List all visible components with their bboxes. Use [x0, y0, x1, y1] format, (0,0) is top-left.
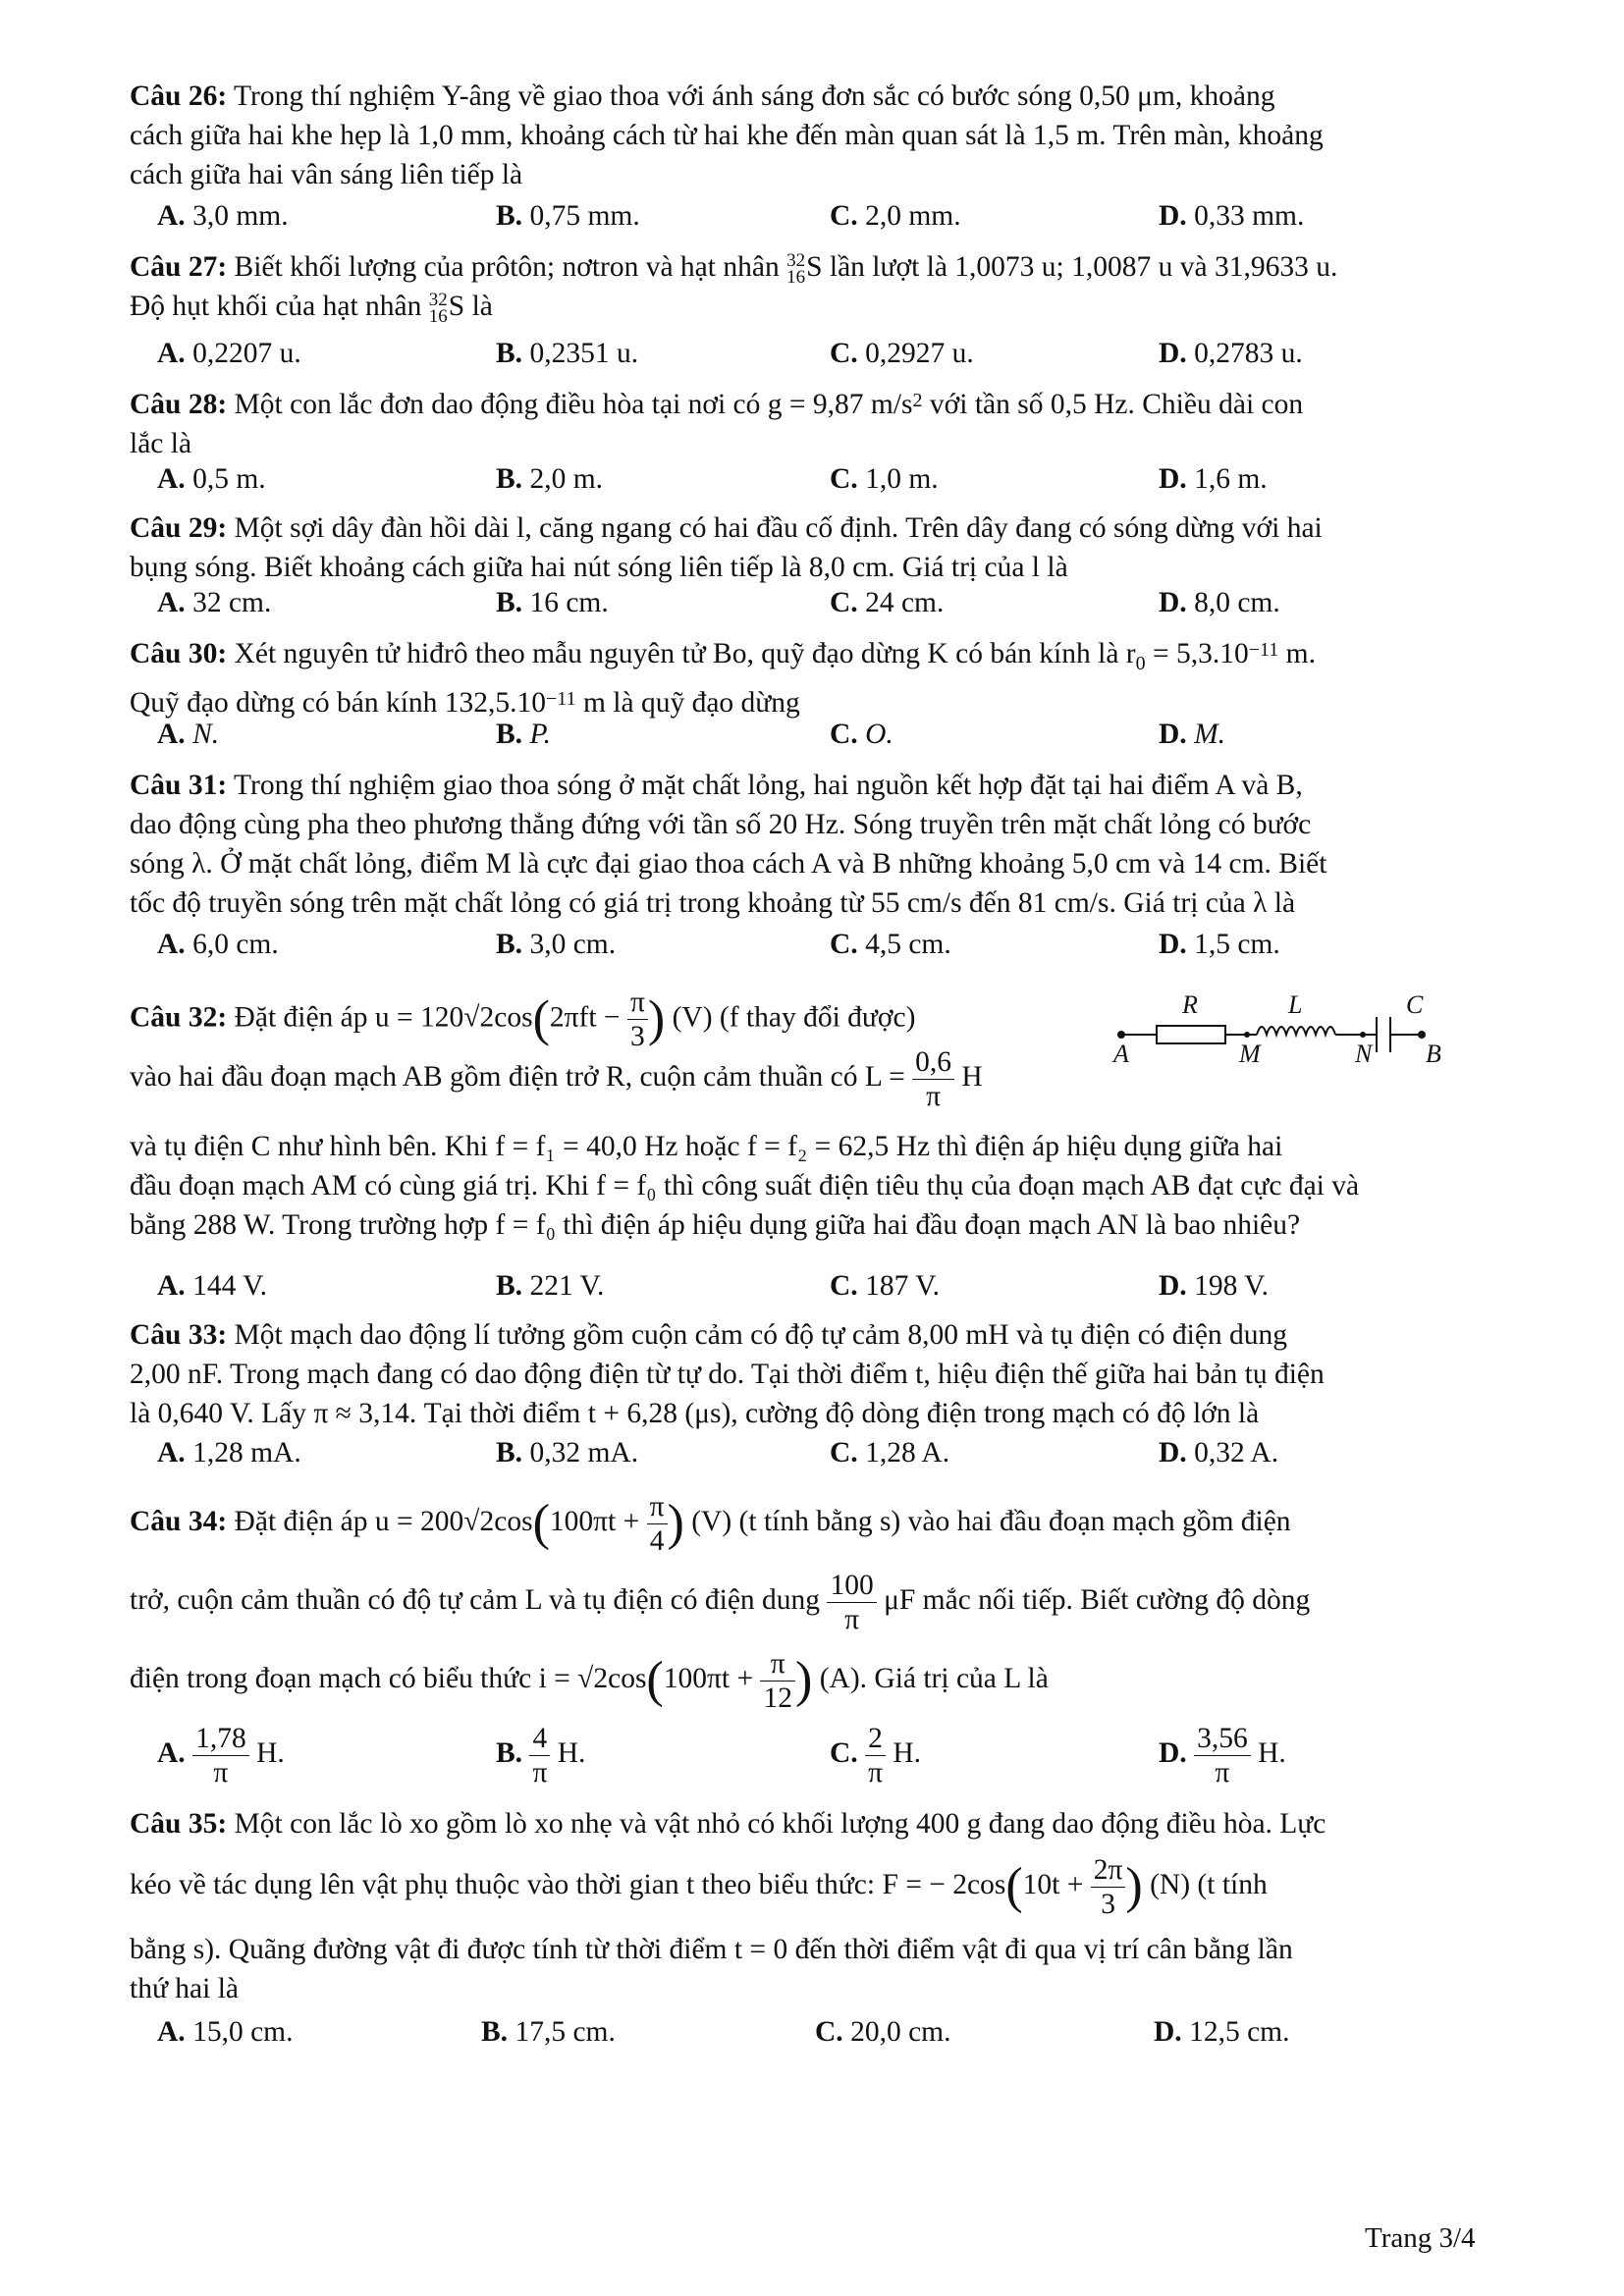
option-c: C. 20,0 cm.	[815, 2016, 951, 2048]
option-d: D. 1,6 m.	[1159, 463, 1268, 495]
option-a: A. 0,5 m.	[157, 463, 266, 495]
option-a: A. 144 V.	[157, 1270, 268, 1302]
options-34	[157, 1714, 1473, 1792]
option-a: A. 15,0 cm.	[157, 2016, 294, 2048]
question-label: Câu 29:	[130, 512, 228, 544]
node-a-dot	[1117, 1031, 1125, 1039]
question-26	[130, 77, 1473, 194]
node-n-dot	[1360, 1032, 1366, 1038]
option-a: A. 32 cm.	[157, 587, 272, 618]
option-c: C. 1,0 m.	[830, 463, 939, 495]
fraction: $\frac{\pi}{3}$	[627, 986, 648, 1053]
nuclide-notation: 32 16	[786, 250, 806, 289]
option-c: C. 2,0 mm.	[830, 200, 961, 232]
option-d: D. 198 V.	[1159, 1270, 1270, 1302]
option-d: D. 1,5 cm.	[1159, 929, 1280, 960]
question-29: Câu 29: Một sợi dây đàn hồi dài l, căng ngang có hai đầu cố định. Trên dây đang có sóng dừng với hai bụng sóng. Biết khoảng cách giữa hai nút sóng liên tiếp là 8,0 cm. Giá trị của l là	[130, 512, 1323, 583]
question-text: Trong thí nghiệm Y-âng về giao thoa với ánh sáng đơn sắc có bước sóng 0,50 μm, khoảng	[234, 80, 1275, 112]
question-label: Câu 35:	[130, 1808, 228, 1840]
question-text: cách giữa hai khe hẹp là 1,0 mm, khoảng cách từ hai khe đến màn quan sát là 1,5 m. Trên màn, khoảng	[130, 120, 1324, 151]
page-number: Trang 3/4	[1365, 2222, 1476, 2254]
label-n: N	[1355, 1040, 1373, 1068]
option-b: B. 0,32 mA.	[496, 1437, 639, 1468]
circuit-svg	[1110, 989, 1463, 1068]
question-34: Câu 34: Đặt điện áp u = 200√2cos(100πt + $\frac{\pi}{4}$ ) (V) (t tính bằng s) vào hai đầu đoạn mạch gồm điện trở, cuộn cảm thuần có độ tự cảm L và tụ điện có điện dung $\frac{100}{\pi}$ μF mắc nối tiếp. Biết cường độ dòng điện trong đoạn mạch có biểu thức i = √2cos(100πt + $\frac{\pi}{12}$ ) (A). Giá trị của L là	[130, 1490, 1311, 1714]
node-b-dot	[1418, 1031, 1426, 1039]
question-text: cách giữa hai vân sáng liên tiếp là	[130, 159, 523, 190]
question-label: Câu 32:	[130, 1001, 228, 1034]
option-c: C. 1,28 A.	[830, 1437, 950, 1468]
question-label: Câu 30:	[130, 638, 228, 669]
question-label: Câu 26:	[130, 80, 228, 112]
fraction: $\frac{0,6}{\pi}$	[912, 1045, 954, 1113]
question-label: Câu 33:	[130, 1319, 228, 1351]
question-27: Câu 27: Biết khối lượng của prôtôn; nơtron và hạt nhân 32 16 S lần lượt là 1,0073 u; 1,0087 u và 31,9633 u. Độ hụt khối của hạt nhân 32 16 S là	[130, 250, 1338, 328]
option-b: B. 3,0 cm.	[496, 929, 617, 960]
resistor	[1157, 1026, 1225, 1043]
question-33: Câu 33: Một mạch dao động lí tưởng gồm cuộn cảm có độ tự cảm 8,00 mH và tụ điện có điện dung 2,00 nF. Trong mạch đang có dao động điện từ tự do. Tại thời điểm t, hiệu điện thế giữa hai bản tụ điện là 0,640 V. Lấy π ≈ 3,14. Tại thời điểm t + 6,28 (μs), cường độ dòng điện trong mạch có độ lớn là	[130, 1319, 1325, 1429]
option-c: C. 24 cm.	[830, 587, 945, 618]
question-30: Câu 30: Xét nguyên tử hiđrô theo mẫu nguyên tử Bo, quỹ đạo dừng K có bán kính là $r_0 = 5,3.10^{-11}$ m. Quỹ đạo dừng có bán kính $132,5.10^{-11}$ m là quỹ đạo dừng	[130, 638, 1316, 719]
option-d: D. 0,32 A.	[1159, 1437, 1279, 1468]
label-l: L	[1288, 990, 1303, 1019]
option-b: B. 221 V.	[496, 1270, 605, 1302]
label-a: A	[1113, 1040, 1129, 1068]
option-c: C. 4,5 cm.	[830, 929, 951, 960]
question-label: Câu 34:	[130, 1506, 228, 1537]
option-d: D. $\frac{3,56}{\pi}$ H.	[1159, 1722, 1286, 1789]
circuit-diagram	[1110, 989, 1463, 1068]
option-d: D. 0,2783 u.	[1159, 338, 1303, 369]
node-m-dot	[1244, 1032, 1250, 1038]
option-b: B. P.	[496, 719, 552, 750]
option-a: A. N.	[157, 719, 220, 750]
option-c: C. 0,2927 u.	[830, 338, 974, 369]
option-a: A. 6,0 cm.	[157, 929, 279, 960]
question-31: Câu 31: Trong thí nghiệm giao thoa sóng ở mặt chất lỏng, hai nguồn kết hợp đặt tại hai điểm A và B, dao động cùng pha theo phương thẳng đứng với tần số 20 Hz. Sóng truyền trên mặt chất lỏng có bước sóng λ. Ở mặt chất lỏng, điểm M là cực đại giao thoa cách A và B những khoảng 5,0 cm và 14 cm. Biết tốc độ truyền sóng trên mặt chất lỏng có giá trị trong khoảng từ 55 cm/s đến 81 cm/s. Giá trị của λ là	[130, 770, 1327, 919]
question-32-cont: và tụ điện C như hình bên. Khi f = f₁ = 40,0 Hz hoặc f = f₂ = 62,5 Hz thì điện áp hiệu dụng giữa hai đầu đoạn mạch AM có cùng giá trị. Khi f = f₀ thì công suất điện tiêu thụ của đoạn mạch AB đạt cực đại và bằng 288 W. Trong trường hợp f = f₀ thì điện áp hiệu dụng giữa hai đầu đoạn mạch AN là bao nhiêu?	[130, 1131, 1360, 1241]
question-35: Câu 35: Một con lắc lò xo gồm lò xo nhẹ và vật nhỏ có khối lượng 400 g đang dao động điều hòa. Lực kéo về tác dụng lên vật phụ thuộc vào thời gian t theo biểu thức: F = − 2cos(10t + $\frac{2\pi}{3}$ ) (N) (t tính bằng s). Quãng đường vật đi được tính từ thời điểm t = 0 đến thời điểm vật đi qua vị trí cân bằng lần thứ hai là	[130, 1808, 1326, 2004]
option-d: D. 0,33 mm.	[1159, 200, 1305, 232]
question-label: Câu 28:	[130, 389, 228, 420]
option-b: B. 17,5 cm.	[481, 2016, 616, 2048]
label-m: M	[1239, 1040, 1261, 1068]
option-b: B. 2,0 m.	[496, 463, 604, 495]
question-label: Câu 31:	[130, 770, 228, 801]
nuclide-notation: 32 16	[428, 290, 448, 328]
option-a: A. $\frac{1,78}{\pi}$ H.	[157, 1722, 285, 1789]
option-d: D. 12,5 cm.	[1154, 2016, 1290, 2048]
label-c: C	[1406, 990, 1424, 1019]
option-a: A. 0,2207 u.	[157, 338, 301, 369]
question-32: Câu 32: Đặt điện áp u = 120√2cos(2πft − $\frac{\pi}{3}$ ) (V) (f thay đổi được) vào hai đầu đoạn mạch AB gồm điện trở R, cuộn cảm thuần có L = $\frac{0,6}{\pi}$ H	[130, 987, 983, 1112]
option-c: C. $\frac{2}{\pi}$ H.	[830, 1722, 922, 1789]
inductor	[1257, 1027, 1335, 1035]
option-b: B. $\frac{4}{\pi}$ H.	[496, 1722, 586, 1789]
option-b: B. 0,75 mm.	[496, 200, 640, 232]
option-a: A. 1,28 mA.	[157, 1437, 301, 1468]
fraction: $\frac{100}{\pi}$	[827, 1569, 876, 1636]
option-d: D. 8,0 cm.	[1159, 587, 1280, 618]
fraction: $\frac{\pi}{4}$	[647, 1490, 668, 1558]
option-b: B. 0,2351 u.	[496, 338, 639, 369]
label-r: R	[1182, 990, 1198, 1019]
fraction: $\frac{\pi}{12}$	[760, 1647, 795, 1715]
option-c: C. 187 V.	[830, 1270, 941, 1302]
fraction: $\frac{2\pi}{3}$	[1091, 1853, 1126, 1921]
label-b: B	[1426, 1040, 1441, 1068]
option-c: C. O.	[830, 719, 893, 750]
option-d: D. M.	[1159, 719, 1226, 750]
question-28: Câu 28: Một con lắc đơn dao động điều hòa tại nơi có g = 9,87 $m/s^2$ với tần số 0,5 Hz. Chiều dài con lắc là	[130, 389, 1304, 459]
option-a: A. 3,0 mm.	[157, 200, 289, 232]
question-label: Câu 27:	[130, 251, 228, 283]
option-b: B. 16 cm.	[496, 587, 609, 618]
